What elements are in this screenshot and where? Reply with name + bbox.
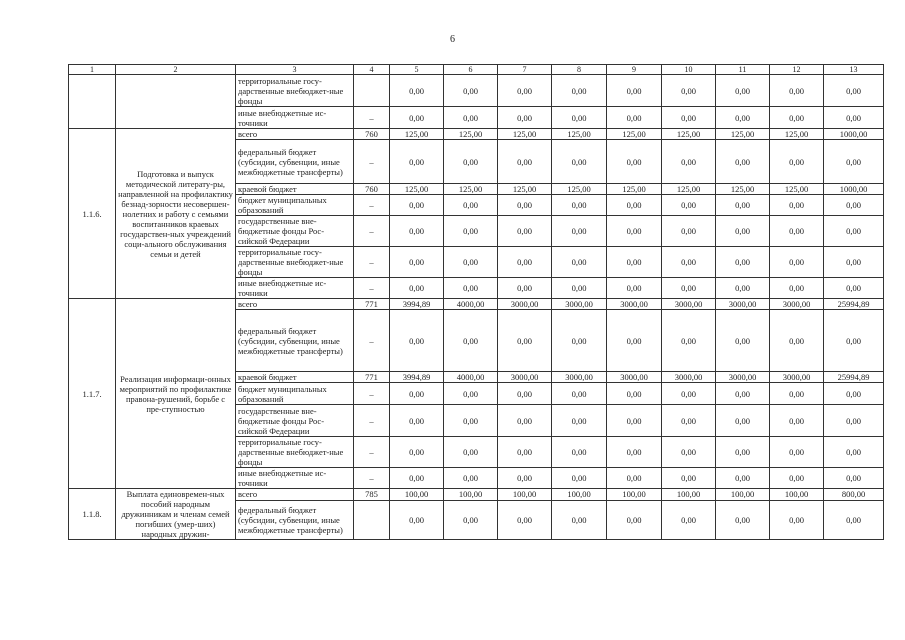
amount-cell: 0,00 — [770, 468, 824, 489]
amount-cell: 0,00 — [716, 140, 770, 184]
item-code: 1.1.6. — [69, 129, 116, 299]
amount-cell: 0,00 — [824, 310, 884, 372]
column-header: 8 — [552, 65, 607, 75]
budget-code: – — [354, 195, 390, 216]
funding-source: иные внебюджетные ис-точники — [236, 468, 354, 489]
amount-cell: 0,00 — [716, 500, 770, 539]
funding-source: государственные вне-бюджетные фонды Рос-сийской Федерации — [236, 216, 354, 247]
item-title: Подготовка и выпуск методической литерату-ры, направленной на профилактику безнад-зорности несовершен-нолетних и работу с семьями воспитанников краевых государствен-ных учреждений соци-ального обслуживания семьи и детей — [116, 129, 236, 299]
amount-cell: 3000,00 — [607, 372, 662, 383]
amount-cell: 3000,00 — [498, 299, 552, 310]
amount-cell: 125,00 — [444, 129, 498, 140]
amount-cell: 0,00 — [390, 437, 444, 468]
amount-cell: 0,00 — [662, 195, 716, 216]
amount-cell: 0,00 — [498, 247, 552, 278]
amount-cell: 0,00 — [607, 310, 662, 372]
amount-cell: 125,00 — [770, 184, 824, 195]
column-header: 12 — [770, 65, 824, 75]
amount-cell: 125,00 — [716, 129, 770, 140]
amount-cell: 0,00 — [444, 278, 498, 299]
amount-cell: 0,00 — [444, 195, 498, 216]
amount-cell: 0,00 — [607, 216, 662, 247]
amount-cell: 0,00 — [607, 500, 662, 539]
budget-code: – — [354, 140, 390, 184]
amount-cell: 0,00 — [552, 500, 607, 539]
amount-cell: 0,00 — [552, 310, 607, 372]
funding-source: федеральный бюджет (субсидии, субвенции, иные межбюджетные трансферты) — [236, 500, 354, 539]
amount-cell: 0,00 — [716, 278, 770, 299]
budget-code: – — [354, 310, 390, 372]
column-header: 9 — [607, 65, 662, 75]
amount-cell: 0,00 — [662, 278, 716, 299]
amount-cell: 0,00 — [552, 278, 607, 299]
amount-cell: 0,00 — [390, 195, 444, 216]
table-row — [69, 129, 884, 140]
amount-cell: 0,00 — [498, 383, 552, 405]
amount-cell: 125,00 — [552, 184, 607, 195]
amount-cell: 0,00 — [607, 107, 662, 129]
column-header: 10 — [662, 65, 716, 75]
funding-source: бюджет муниципальных образований — [236, 383, 354, 405]
amount-cell: 0,00 — [770, 500, 824, 539]
amount-cell: 0,00 — [444, 468, 498, 489]
amount-cell: 0,00 — [716, 310, 770, 372]
budget-code — [354, 500, 390, 539]
amount-cell: 0,00 — [552, 195, 607, 216]
budget-code: – — [354, 405, 390, 437]
budget-code: 771 — [354, 299, 390, 310]
amount-cell: 100,00 — [607, 489, 662, 501]
amount-cell: 0,00 — [552, 75, 607, 107]
column-header: 6 — [444, 65, 498, 75]
amount-cell: 0,00 — [607, 383, 662, 405]
amount-cell: 0,00 — [552, 405, 607, 437]
amount-cell: 1000,00 — [824, 184, 884, 195]
budget-code: – — [354, 278, 390, 299]
amount-cell: 125,00 — [770, 129, 824, 140]
amount-cell: 0,00 — [770, 437, 824, 468]
funding-source: федеральный бюджет (субсидии, субвенции, иные межбюджетные трансферты) — [236, 310, 354, 372]
header-row — [69, 65, 884, 75]
amount-cell: 0,00 — [716, 405, 770, 437]
amount-cell: 0,00 — [444, 405, 498, 437]
amount-cell: 100,00 — [498, 489, 552, 501]
item-title-empty — [116, 75, 236, 129]
amount-cell: 0,00 — [390, 107, 444, 129]
amount-cell: 0,00 — [662, 216, 716, 247]
amount-cell: 0,00 — [716, 468, 770, 489]
amount-cell: 0,00 — [662, 75, 716, 107]
funding-source: территориальные госу-дарственные внебюджет-ные фонды — [236, 437, 354, 468]
amount-cell: 0,00 — [498, 437, 552, 468]
funding-source: федеральный бюджет (субсидии, субвенции, иные межбюджетные трансферты) — [236, 140, 354, 184]
amount-cell: 0,00 — [716, 195, 770, 216]
amount-cell: 0,00 — [498, 405, 552, 437]
budget-code: 760 — [354, 184, 390, 195]
amount-cell: 0,00 — [390, 468, 444, 489]
amount-cell: 0,00 — [444, 437, 498, 468]
amount-cell: 0,00 — [662, 310, 716, 372]
funding-source: всего — [236, 129, 354, 140]
amount-cell: 0,00 — [716, 437, 770, 468]
amount-cell: 3000,00 — [552, 299, 607, 310]
amount-cell: 0,00 — [662, 383, 716, 405]
budget-code: – — [354, 107, 390, 129]
amount-cell: 0,00 — [716, 247, 770, 278]
item-title: Реализация информаци-онных мероприятий по профилактике правона-рушений, борьбе с пре-ступностью — [116, 299, 236, 489]
amount-cell: 0,00 — [770, 405, 824, 437]
amount-cell: 125,00 — [498, 129, 552, 140]
amount-cell: 0,00 — [824, 437, 884, 468]
amount-cell: 125,00 — [716, 184, 770, 195]
budget-code: – — [354, 247, 390, 278]
amount-cell: 0,00 — [552, 468, 607, 489]
amount-cell: 0,00 — [390, 500, 444, 539]
item-title: Выплата единовремен-ных пособий народным дружинникам и членам семей погибших (умер-ших) народных дружин- — [116, 489, 236, 540]
amount-cell: 125,00 — [390, 184, 444, 195]
amount-cell: 0,00 — [444, 216, 498, 247]
funding-source: бюджет муниципальных образований — [236, 195, 354, 216]
amount-cell: 0,00 — [390, 278, 444, 299]
amount-cell: 3000,00 — [770, 372, 824, 383]
amount-cell: 0,00 — [390, 247, 444, 278]
amount-cell: 1000,00 — [824, 129, 884, 140]
amount-cell: 125,00 — [498, 184, 552, 195]
amount-cell: 125,00 — [662, 129, 716, 140]
table-row — [69, 299, 884, 310]
table-row — [69, 489, 884, 501]
amount-cell: 0,00 — [390, 405, 444, 437]
page-number: 6 — [450, 34, 455, 45]
amount-cell: 0,00 — [770, 195, 824, 216]
amount-cell: 0,00 — [662, 437, 716, 468]
amount-cell: 0,00 — [824, 247, 884, 278]
column-header: 2 — [116, 65, 236, 75]
amount-cell: 3000,00 — [716, 372, 770, 383]
amount-cell: 0,00 — [662, 468, 716, 489]
amount-cell: 0,00 — [607, 247, 662, 278]
column-header: 4 — [354, 65, 390, 75]
budget-code: – — [354, 437, 390, 468]
amount-cell: 125,00 — [444, 184, 498, 195]
funding-source: территориальные госу-дарственные внебюджет-ные фонды — [236, 247, 354, 278]
amount-cell: 0,00 — [607, 437, 662, 468]
amount-cell: 0,00 — [824, 75, 884, 107]
amount-cell: 0,00 — [444, 107, 498, 129]
column-header: 13 — [824, 65, 884, 75]
amount-cell: 0,00 — [498, 195, 552, 216]
amount-cell: 100,00 — [390, 489, 444, 501]
amount-cell: 0,00 — [498, 75, 552, 107]
amount-cell: 800,00 — [824, 489, 884, 501]
column-header: 7 — [498, 65, 552, 75]
amount-cell: 0,00 — [824, 216, 884, 247]
amount-cell: 0,00 — [390, 75, 444, 107]
amount-cell: 0,00 — [662, 107, 716, 129]
amount-cell: 0,00 — [390, 383, 444, 405]
amount-cell: 0,00 — [770, 140, 824, 184]
funding-source: краевой бюджет — [236, 184, 354, 195]
funding-source: краевой бюджет — [236, 372, 354, 383]
amount-cell: 0,00 — [498, 310, 552, 372]
amount-cell: 3000,00 — [607, 299, 662, 310]
amount-cell: 0,00 — [770, 247, 824, 278]
table-row — [69, 75, 884, 107]
funding-source: иные внебюджетные ис-точники — [236, 278, 354, 299]
budget-code: 771 — [354, 372, 390, 383]
amount-cell: 0,00 — [552, 437, 607, 468]
amount-cell: 0,00 — [444, 247, 498, 278]
amount-cell: 0,00 — [552, 140, 607, 184]
amount-cell: 0,00 — [770, 278, 824, 299]
column-header: 1 — [69, 65, 116, 75]
amount-cell: 0,00 — [662, 140, 716, 184]
amount-cell: 0,00 — [770, 383, 824, 405]
amount-cell: 125,00 — [552, 129, 607, 140]
amount-cell: 0,00 — [498, 140, 552, 184]
amount-cell: 0,00 — [824, 383, 884, 405]
amount-cell: 125,00 — [607, 184, 662, 195]
funding-source: государственные вне-бюджетные фонды Рос-сийской Федерации — [236, 405, 354, 437]
amount-cell: 0,00 — [716, 383, 770, 405]
budget-code — [354, 75, 390, 107]
amount-cell: 0,00 — [552, 216, 607, 247]
item-code-empty — [69, 75, 116, 129]
amount-cell: 0,00 — [390, 216, 444, 247]
amount-cell: 0,00 — [552, 383, 607, 405]
amount-cell: 0,00 — [716, 75, 770, 107]
funding-source: всего — [236, 489, 354, 501]
amount-cell: 0,00 — [824, 468, 884, 489]
budget-code: – — [354, 468, 390, 489]
amount-cell: 0,00 — [390, 140, 444, 184]
amount-cell: 3000,00 — [770, 299, 824, 310]
amount-cell: 100,00 — [770, 489, 824, 501]
amount-cell: 0,00 — [716, 107, 770, 129]
amount-cell: 0,00 — [770, 216, 824, 247]
amount-cell: 100,00 — [552, 489, 607, 501]
amount-cell: 0,00 — [444, 310, 498, 372]
amount-cell: 100,00 — [662, 489, 716, 501]
amount-cell: 0,00 — [498, 107, 552, 129]
amount-cell: 0,00 — [824, 405, 884, 437]
amount-cell: 3000,00 — [662, 372, 716, 383]
amount-cell: 0,00 — [498, 468, 552, 489]
amount-cell: 0,00 — [824, 140, 884, 184]
amount-cell: 0,00 — [770, 107, 824, 129]
budget-code: 785 — [354, 489, 390, 501]
funding-source: территориальные госу-дарственные внебюджет-ные фонды — [236, 75, 354, 107]
amount-cell: 0,00 — [770, 75, 824, 107]
amount-cell: 0,00 — [607, 278, 662, 299]
amount-cell: 4000,00 — [444, 372, 498, 383]
amount-cell: 25994,89 — [824, 372, 884, 383]
amount-cell: 3000,00 — [498, 372, 552, 383]
amount-cell: 100,00 — [716, 489, 770, 501]
amount-cell: 0,00 — [770, 310, 824, 372]
amount-cell: 0,00 — [607, 405, 662, 437]
amount-cell: 0,00 — [607, 468, 662, 489]
column-header: 3 — [236, 65, 354, 75]
amount-cell: 125,00 — [662, 184, 716, 195]
amount-cell: 0,00 — [498, 278, 552, 299]
amount-cell: 0,00 — [824, 500, 884, 539]
amount-cell: 0,00 — [607, 75, 662, 107]
amount-cell: 0,00 — [662, 500, 716, 539]
amount-cell: 25994,89 — [824, 299, 884, 310]
budget-code: – — [354, 216, 390, 247]
amount-cell: 0,00 — [662, 405, 716, 437]
column-header: 11 — [716, 65, 770, 75]
amount-cell: 100,00 — [444, 489, 498, 501]
amount-cell: 125,00 — [390, 129, 444, 140]
column-header: 5 — [390, 65, 444, 75]
amount-cell: 0,00 — [444, 140, 498, 184]
amount-cell: 3000,00 — [552, 372, 607, 383]
amount-cell: 0,00 — [444, 383, 498, 405]
amount-cell: 0,00 — [552, 107, 607, 129]
amount-cell: 0,00 — [498, 500, 552, 539]
budget-table — [68, 64, 884, 540]
amount-cell: 0,00 — [498, 216, 552, 247]
funding-source: всего — [236, 299, 354, 310]
amount-cell: 3994,89 — [390, 299, 444, 310]
amount-cell: 0,00 — [390, 310, 444, 372]
amount-cell: 0,00 — [824, 107, 884, 129]
amount-cell: 0,00 — [824, 195, 884, 216]
amount-cell: 0,00 — [607, 195, 662, 216]
item-code: 1.1.8. — [69, 489, 116, 540]
amount-cell: 0,00 — [662, 247, 716, 278]
amount-cell: 0,00 — [824, 278, 884, 299]
amount-cell: 0,00 — [607, 140, 662, 184]
amount-cell: 3994,89 — [390, 372, 444, 383]
item-code: 1.1.7. — [69, 299, 116, 489]
amount-cell: 3000,00 — [662, 299, 716, 310]
amount-cell: 0,00 — [444, 75, 498, 107]
funding-source: иные внебюджетные ис-точники — [236, 107, 354, 129]
amount-cell: 125,00 — [607, 129, 662, 140]
amount-cell: 4000,00 — [444, 299, 498, 310]
amount-cell: 3000,00 — [716, 299, 770, 310]
amount-cell: 0,00 — [716, 216, 770, 247]
amount-cell: 0,00 — [444, 500, 498, 539]
budget-code: – — [354, 383, 390, 405]
budget-code: 760 — [354, 129, 390, 140]
amount-cell: 0,00 — [552, 247, 607, 278]
